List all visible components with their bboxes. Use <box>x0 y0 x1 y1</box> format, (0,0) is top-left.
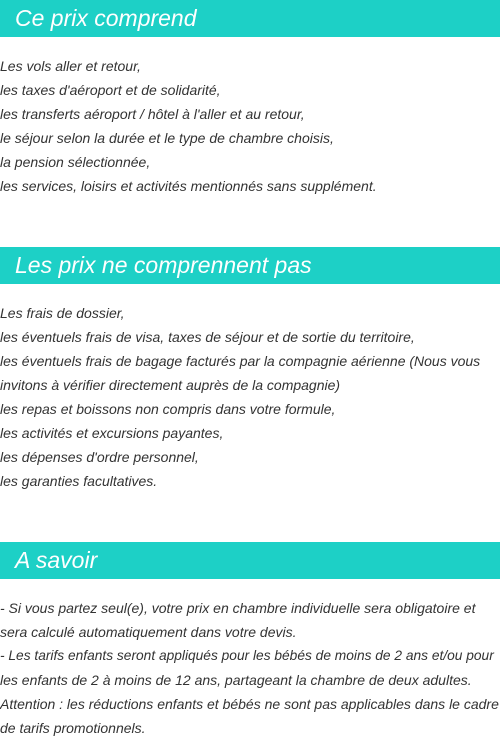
list-item: le séjour selon la durée et le type de chambre choisis, <box>0 130 334 146</box>
list-item: la pension sélectionnée, <box>0 154 151 170</box>
section-price-excludes <box>0 247 500 493</box>
list-item: les transferts aéroport / hôtel à l'aller et au retour, <box>0 106 305 122</box>
section-title: Ce prix comprend <box>15 5 197 31</box>
list-item: de tarifs promotionnels. <box>0 720 146 736</box>
list-item: sera calculé automatiquement dans votre devis. <box>0 624 297 640</box>
list-item: les garanties facultatives. <box>0 473 158 489</box>
section-body <box>0 301 500 493</box>
section-header <box>0 542 500 579</box>
list-item: les enfants de 2 à moins de 12 ans, partageant la chambre de deux adultes. <box>0 672 472 688</box>
section-title: Les prix ne comprennent pas <box>15 252 312 278</box>
section-header <box>0 247 500 284</box>
section-body <box>0 596 500 740</box>
list-item: les dépenses d'ordre personnel, <box>0 449 199 465</box>
list-item: Les vols aller et retour, <box>0 58 141 74</box>
section-body <box>0 54 500 198</box>
list-item: Les frais de dossier, <box>0 305 125 321</box>
section-title: A savoir <box>15 547 98 573</box>
list-item: les éventuels frais de visa, taxes de séjour et de sortie du territoire, <box>0 329 415 345</box>
section-good-to-know <box>0 542 500 740</box>
section-header <box>0 0 500 37</box>
list-item: les taxes d'aéroport et de solidarité, <box>0 82 221 98</box>
list-item: les activités et excursions payantes, <box>0 425 224 441</box>
list-item: Attention : les réductions enfants et bébés ne sont pas applicables dans le cadre <box>0 696 499 712</box>
list-item: - Si vous partez seul(e), votre prix en chambre individuelle sera obligatoire et <box>0 600 476 616</box>
list-item: - Les tarifs enfants seront appliqués pour les bébés de moins de 2 ans et/ou pour <box>0 648 494 663</box>
list-item: les services, loisirs et activités mentionnés sans supplément. <box>0 178 377 194</box>
section-price-includes <box>0 0 500 198</box>
list-item: invitons à vérifier directement auprès de la compagnie) <box>0 377 341 393</box>
list-item: les éventuels frais de bagage facturés par la compagnie aérienne (Nous vous <box>0 353 481 369</box>
list-item: les repas et boissons non compris dans votre formule, <box>0 401 336 417</box>
